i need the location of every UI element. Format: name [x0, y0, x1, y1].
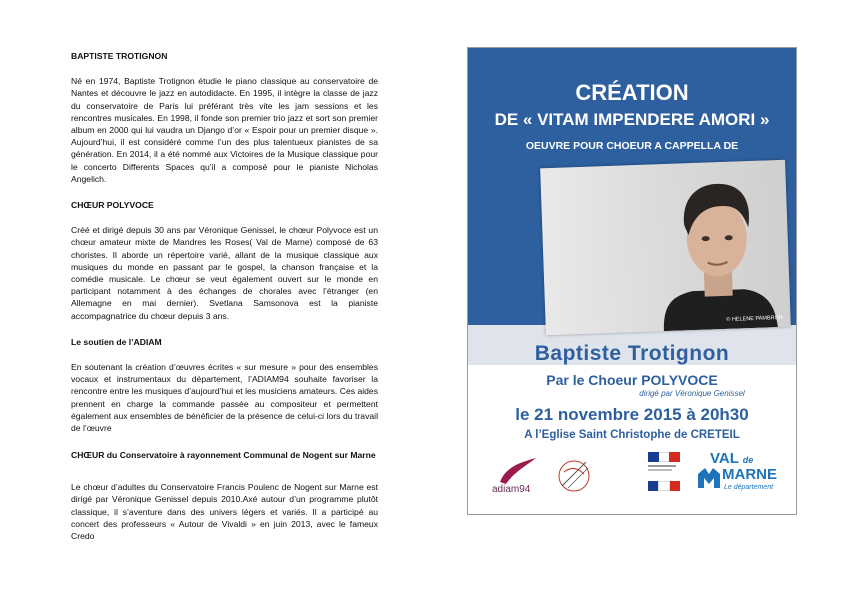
portrait-illustration: [540, 160, 791, 335]
section-paragraph: Le chœur d’adultes du Conservatoire Francis Poulenc de Nogent sur Marne est dirigé par Véronique Genissel depuis 2010.Axé autour d’un programme plutôt classique, il s’aventure dans des univers légers et variés. Il a participé au concert des professeurs « Autour de Vivaldi » en juin 2013, avec le fameux Credo: [71, 482, 378, 542]
section-paragraph: Créé et dirigé depuis 30 ans par Véronique Genissel, le chœur Polyvoce est un chœur amateur mixte de Mandres les Roses( Val de Marne) composé de 63 choristes. Il aborde un répertoire varié, allant de la musique classique aux musiques du monde en passant par le gospel, la chanson française et la comédie musicale. Le chœur se veut également ouvert sur le monde en participant notamment à des échanges de chorales avec l’étranger (en Allemagne en mai dernier). Svetlana Samsonova est la pianiste accompagnatrice du chœur depuis 3 ans.: [71, 225, 378, 321]
marne-logo-word: MARNE: [722, 466, 777, 483]
poster-subtitle: DE « VITAM IMPENDERE AMORI »: [494, 110, 770, 129]
composer-photo: [540, 160, 791, 335]
section-paragraph: Né en 1974, Baptiste Trotignon étudie le piano classique au conservatoire de Nantes et découvre le jazz en autodidacte. En 1995, il intègre la classe de jazz du conservatoire de Paris lui préférant très vite les jam sessions et les rencontres musicales. En 1998, il fonde son premier trio jazz et sort son premier album en 2000 qui lui vaudra un Django d’or « Espoir pour un premier disque ». Aujourd’hui, il est considéré comme l’un des plus talentueux pianistes de sa génération. En 2014, il a été nommé aux Victoires de la Musique classique pour le concerto Differents Spaces qu’il a composé pour le pianiste Nicholas Angelich.: [71, 76, 378, 184]
section-title: BAPTISTE TROTIGNON: [71, 51, 168, 61]
republic-logo: [648, 452, 680, 494]
section-paragraph: En soutenant la création d’œuvres écrites « sur mesure » pour des ensembles vocaux et instrumentaux du département, l’ADIAM94 souhaite favoriser la rencontre entre les musiques d’aujourd’hui et les musiciens amateurs. Ces aides prennent en charge la commande passée au compositeur et permettent également aux ensembles de bénéficier de la présence de celui-ci lors du travail de l’œuvre: [71, 362, 378, 434]
val-logo-de: de: [742, 455, 754, 465]
val-de-marne-mark-icon: [698, 468, 720, 488]
concert-venue: A l’Eglise Saint Christophe de CRETEIL: [524, 429, 740, 441]
val-de-marne-logo: [698, 448, 788, 498]
text-column: [71, 50, 378, 556]
choir-director: dirigé par Véronique Genissel: [639, 389, 745, 398]
poster-work-description: OEUVRE POUR CHOEUR A CAPPELLA DE: [525, 140, 739, 152]
choir-name: Par le Choeur POLYVOCE: [546, 372, 718, 388]
concert-poster: [467, 47, 797, 515]
music-sketch-icon: [554, 452, 596, 498]
section-title: CHŒUR du Conservatoire à rayonnement Communal de Nogent sur Marne: [71, 450, 376, 461]
departement-logo-text: Le département: [724, 484, 774, 491]
adiam-logo-text: adiam94: [492, 484, 531, 495]
adiam-swirl-icon: [492, 456, 544, 486]
photo-credit: © HELENE PAMBRUN: [726, 314, 783, 323]
section-title: Le soutien de l’ADIAM: [71, 336, 162, 347]
sponsor-logos: [468, 448, 796, 508]
composer-name: Baptiste Trotignon: [534, 342, 730, 365]
concert-date: le 21 novembre 2015 à 20h30: [515, 405, 749, 424]
val-logo-word: VAL: [710, 450, 739, 467]
poster-title: CRÉATION: [575, 80, 689, 105]
partner-logo: [554, 452, 596, 498]
section-title: CHŒUR POLYVOCE: [71, 200, 154, 211]
adiam-logo: [492, 456, 544, 502]
